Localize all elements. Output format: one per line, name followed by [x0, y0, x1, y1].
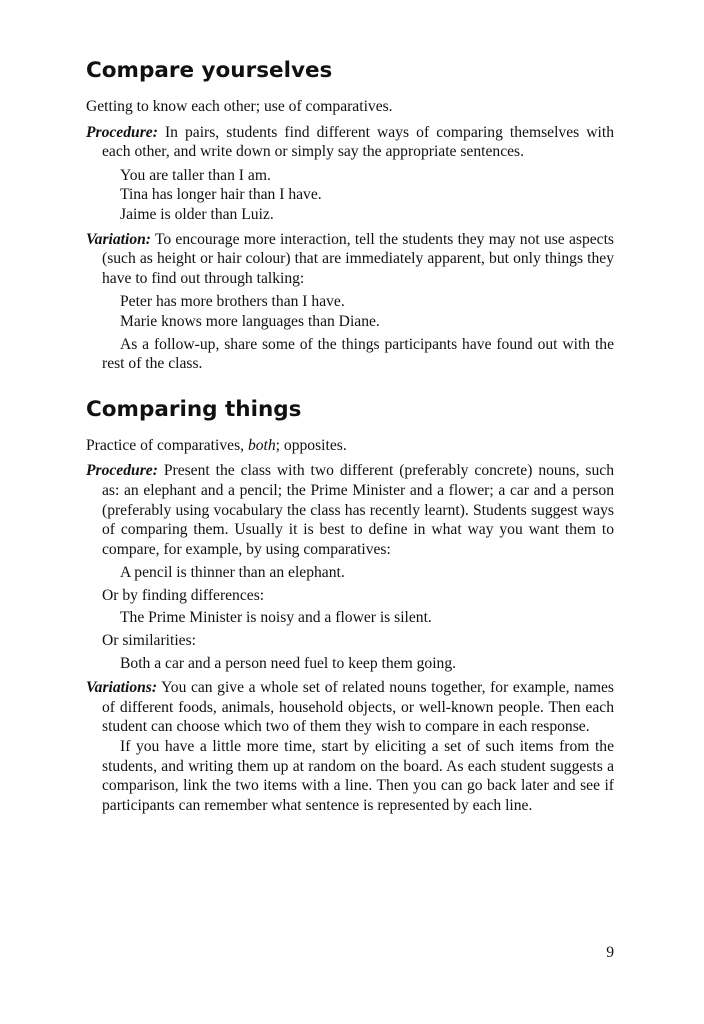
procedure-paragraph	[86, 123, 614, 162]
procedure-text: Present the class with two different (preferably concrete) nouns, such as: an elephant and a pencil; the Prime Minister and a flower; a car and a person (preferably using vocabulary the class has recently learnt). Students suggest ways of comparing them. Usually it is best to define in what way you want them to compare, for example, by using comparatives:	[102, 462, 614, 558]
followup-paragraph: As a follow-up, share some of the things participants have found out with the rest of the class.	[102, 335, 614, 373]
procedure-label: Procedure:	[86, 462, 158, 480]
example-sentence: Jaime is older than Luiz.	[120, 205, 274, 223]
variation-label: Variation:	[86, 230, 151, 248]
variations-label: Variations:	[86, 679, 158, 697]
variations-paragraph-continued: If you have a little more time, start by eliciting a set of such items from the students, and writing them up at random on the board. As each student suggests a comparison, link the two items with a line. Then you can go back later and see if participants can remember what sentence is represented by each line.	[102, 738, 614, 814]
section-heading-comparing-things: Comparing things	[86, 396, 302, 422]
procedure-text: In pairs, students find different ways of comparing themselves with each other, and write down or simply say the appropriate sentences.	[102, 123, 614, 161]
section-intro: Getting to know each other; use of comparatives.	[86, 98, 393, 115]
lead-text: Or by finding differences:	[102, 586, 265, 604]
section-intro: Practice of comparatives, both; opposites.	[86, 436, 347, 454]
example-sentence: A pencil is thinner than an elephant.	[120, 564, 345, 582]
example-sentence: You are taller than I am.	[120, 166, 271, 184]
example-sentence: Both a car and a person need fuel to keep them going.	[120, 654, 457, 672]
variations-paragraph	[86, 678, 614, 737]
section-heading-compare-yourselves: Compare yourselves	[86, 58, 333, 83]
example-sentence: The Prime Minister is noisy and a flower is silent.	[120, 609, 432, 627]
italic-word: both	[247, 436, 276, 454]
example-sentence: Peter has more brothers than I have.	[120, 293, 345, 311]
example-sentence: Tina has longer hair than I have.	[120, 186, 322, 204]
variations-text: You can give a whole set of related nouns together, for example, names of different foods, animals, household objects, or well-known people. Then each student can choose which two of them they wish to compare in each response.	[102, 679, 614, 736]
page-number: 9	[606, 944, 614, 961]
example-sentence: Marie knows more languages than Diane.	[120, 312, 380, 330]
procedure-paragraph	[86, 461, 614, 559]
page-content	[86, 56, 614, 815]
variation-paragraph	[86, 230, 614, 289]
lead-text: Or similarities:	[102, 632, 196, 650]
procedure-label: Procedure:	[86, 123, 158, 141]
variation-text: To encourage more interaction, tell the students they may not use aspects (such as height or hair colour) that are immediately apparent, but only things they have to find out through talking:	[102, 230, 614, 287]
